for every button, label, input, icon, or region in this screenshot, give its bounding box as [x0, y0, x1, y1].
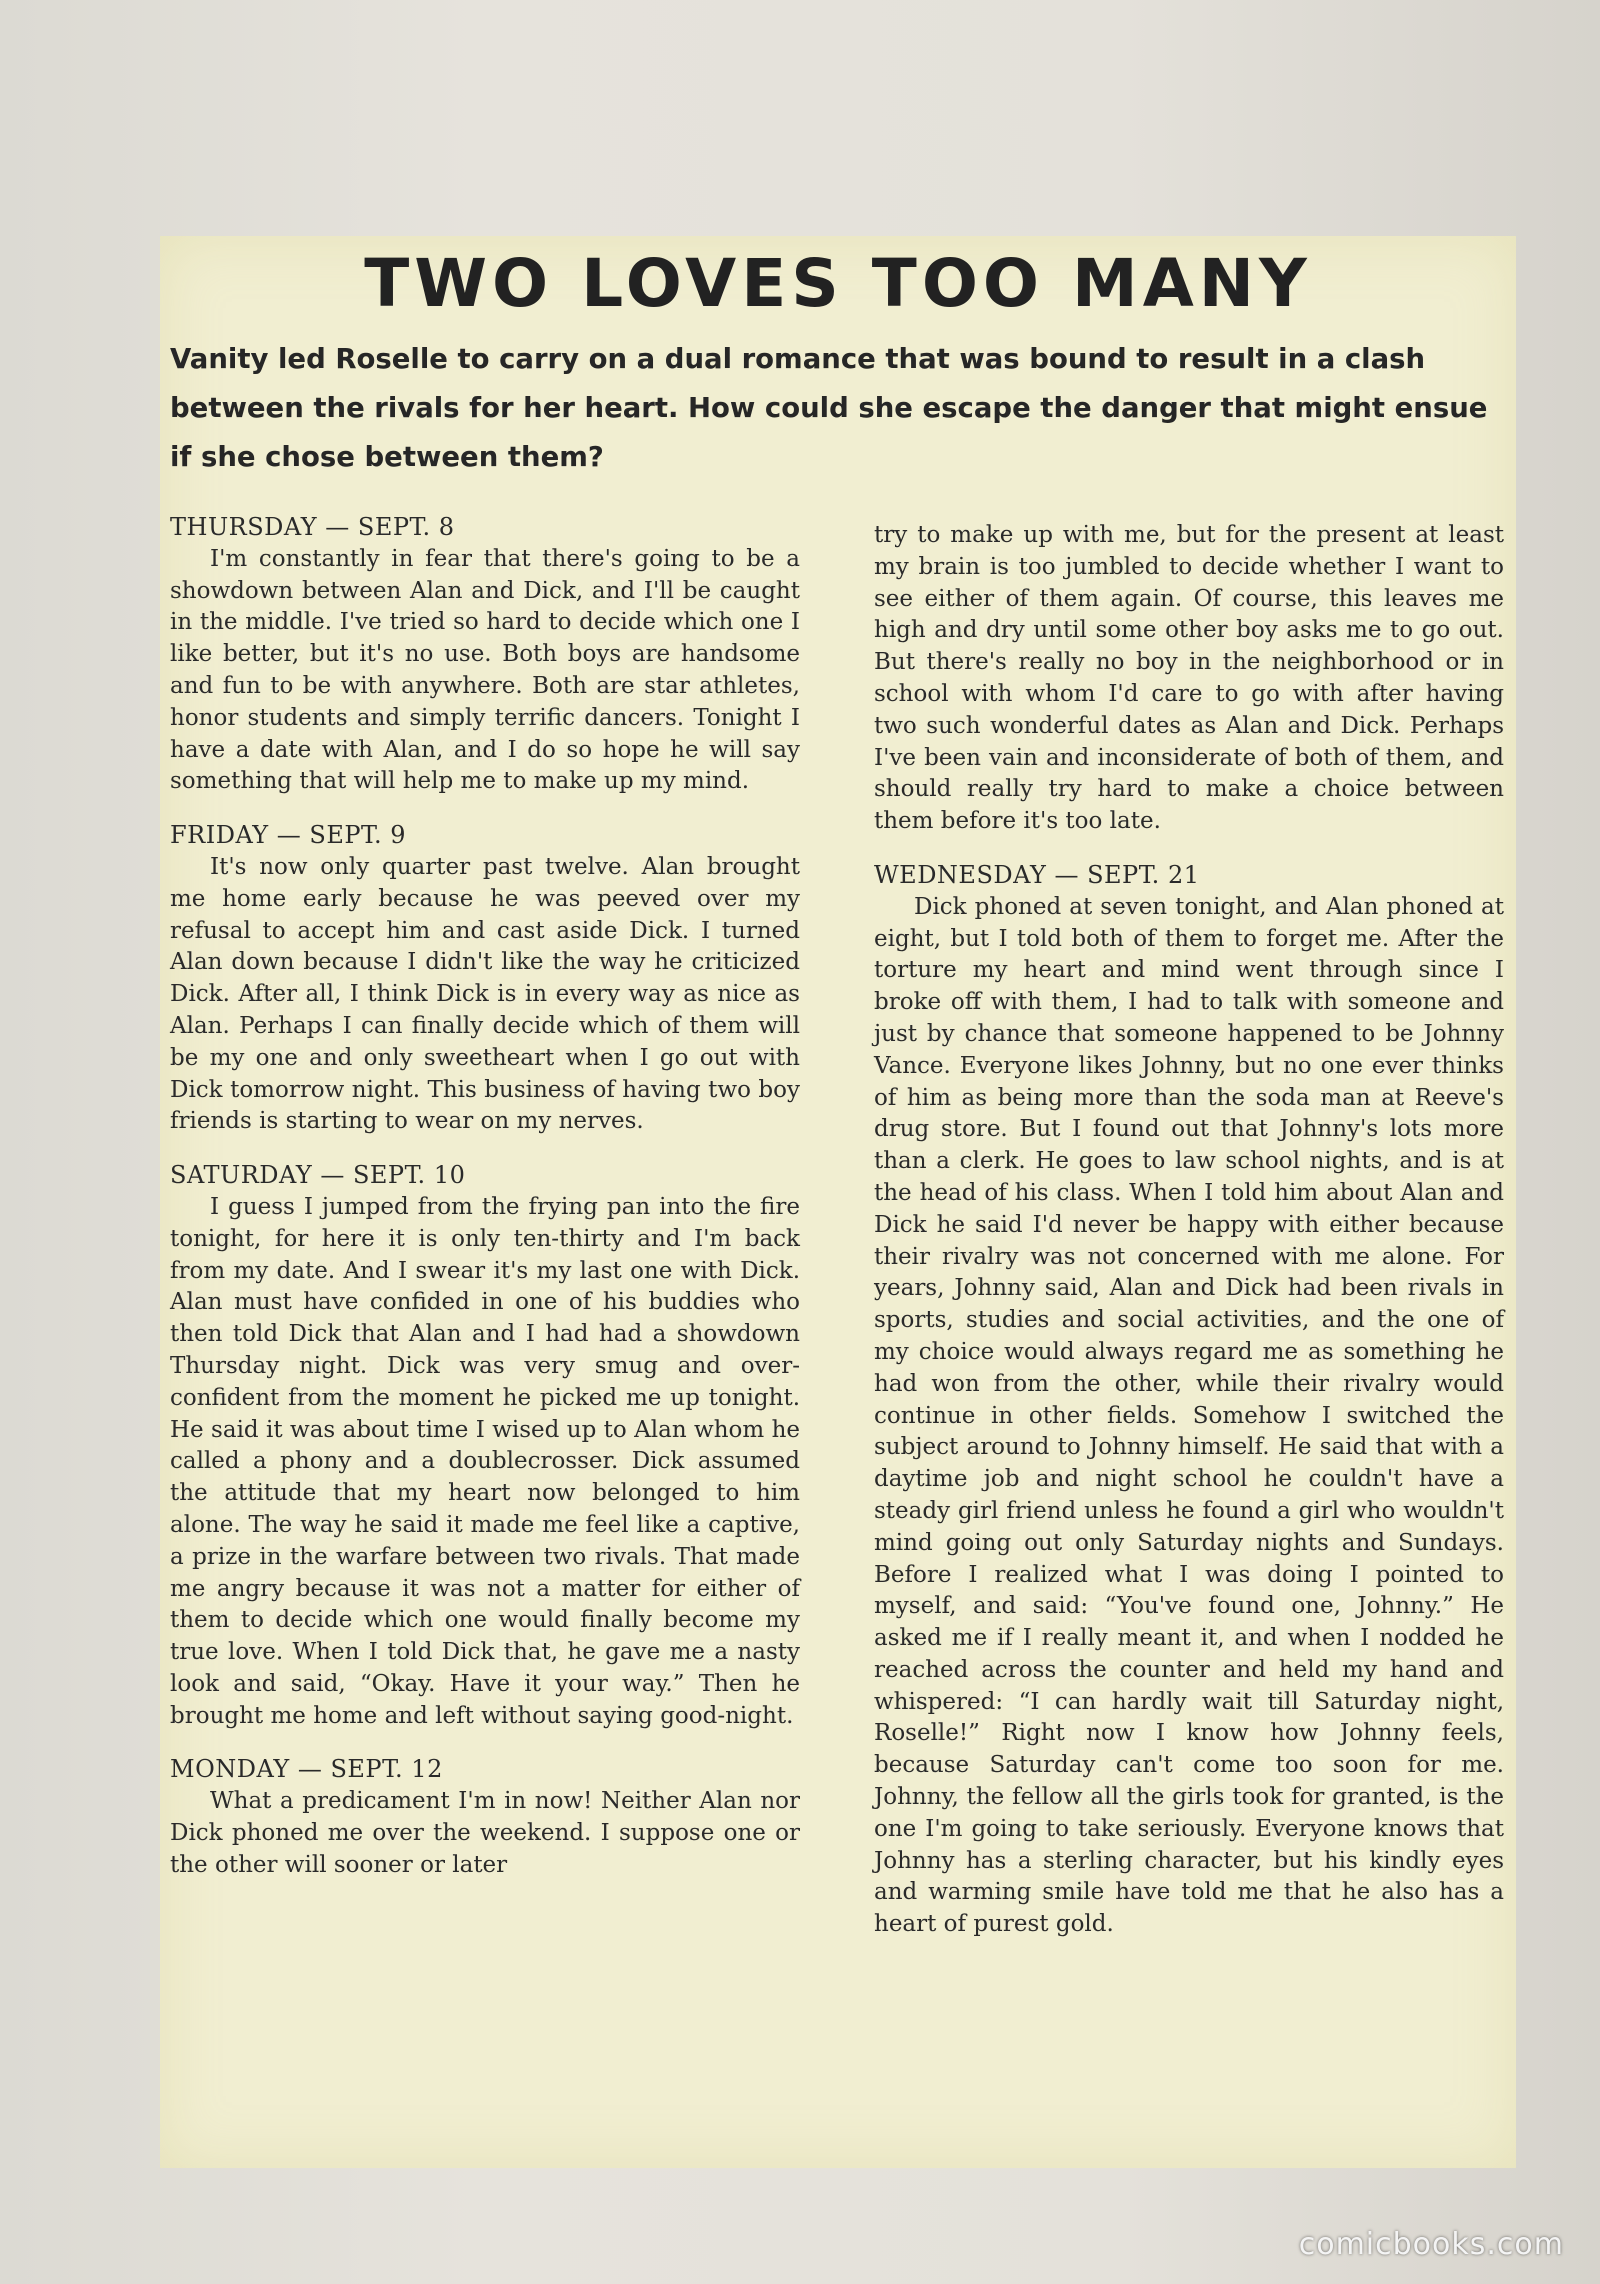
diary-entry	[170, 820, 800, 1138]
entry-date: THURSDAY — SEPT. 8	[170, 513, 455, 541]
entry-date: MONDAY — SEPT. 12	[170, 1755, 443, 1784]
diary-entry	[170, 1160, 800, 1732]
entry-date: SATURDAY — SEPT. 10	[170, 1161, 466, 1190]
watermark-text: comicbooks.com	[1298, 2227, 1564, 2262]
entry-text: What a predicament I'm in now! Neither Alan nor Dick phoned me over the weekend. I suppose one or the other will sooner or later	[170, 1788, 800, 1878]
entry-date: FRIDAY — SEPT. 9	[170, 821, 407, 850]
entry-date: WEDNESDAY — SEPT. 21	[874, 860, 1200, 889]
diary-entry	[170, 512, 800, 798]
diary-entry	[170, 1754, 800, 1881]
story-title: TWO LOVES TOO MANY	[364, 245, 1312, 322]
story-subtitle: Vanity led Roselle to carry on a dual romance that was bound to result in a clash between the rivals for her heart. How could she escape the danger that might ensue if she chose between them?	[170, 343, 1488, 473]
entry-text: I'm constantly in fear that there's going to be a showdown between Alan and Dick, and I'll be caught in the middle. I've tried so hard to decide which one I like better, but it's no use. Both boys are handsome and fun to be with anywhere. Both are star athletes, honor students and simply terrific dancers. Tonight I have a date with Alan, and I do so hope he will say something that will help me to make up my mind.	[170, 545, 800, 795]
left-column	[170, 512, 800, 2152]
entry-text: try to make up with me, but for the present at least my brain is too jumbled to decide whether I want to see either of them again. Of course, this leaves me high and dry until some other boy asks me to go out. But there's really no boy in the neighborhood or in school with whom I'd care to go with after having two such wonderful dates as Alan and Dick. Perhaps I've been vain and inconsiderate of both of them, and should really try hard to make a choice between them before it's too late.	[874, 522, 1504, 835]
diary-entry	[874, 860, 1504, 1941]
entry-text: I guess I jumped from the frying pan into the fire tonight, for here it is only ten-thirty and I'm back from my date. And I swear it's my last one with Dick. Alan must have confided in one of his buddies who then told Dick that Alan and I had had a showdown Thursday night. Dick was very smug and over-confident from the moment he picked me up tonight. He said it was about time I wised up to Alan whom he called a phony and a doublecrosser. Dick assumed the attitude that my heart now belonged to him alone. The way he said it made me feel like a captive, a prize in the warfare between two rivals. That made me angry because it was not a matter for either of them to decide which one would finally become my true love. When I told Dick that, he gave me a nasty look and said, “Okay. Have it your way.” Then he brought me home and left without saying good-night.	[170, 1193, 800, 1729]
diary-entry-continuation	[874, 520, 1504, 838]
entry-text: It's now only quarter past twelve. Alan brought me home early because he was peeved over my refusal to accept him and cast aside Dick. I turned Alan down because I didn't like the way he criticized Dick. After all, I think Dick is in every way as nice as Alan. Perhaps I can finally decide which of them will be my one and only sweetheart when I go out with Dick tomorrow night. This business of having two boy friends is starting to wear on my nerves.	[170, 853, 800, 1135]
right-column	[874, 520, 1504, 2160]
entry-text: Dick phoned at seven tonight, and Alan phoned at eight, but I told both of them to forget me. After the torture my heart and mind went through since I broke off with them, I had to talk with someone and just by chance that someone happened to be Johnny Vance. Everyone likes Johnny, but no one ever thinks of him as being more than the soda man at Reeve's drug store. But I found out that Johnny's lots more than a clerk. He goes to law school nights, and is at the head of his class. When I told him about Alan and Dick he said I'd never be happy with either because their rivalry was not concerned with me alone. For years, Johnny said, Alan and Dick had been rivals in sports, studies and social activities, and the one of my choice would always regard me as something he had won from the other, while their rivalry would continue in other fields. Somehow I switched the subject around to Johnny himself. He said that with a daytime job and night school he couldn't have a steady girl friend unless he found a girl who wouldn't mind going out only Saturday nights and Sundays. Before I realized what I was doing I pointed to myself, and said: “You've found one, Johnny.” He asked me if I really meant it, and when I nodded he reached across the counter and held my hand and whispered: “I can hardly wait till Saturday night, Roselle!” Right now I know how Johnny feels, because Saturday can't come too soon for me. Johnny, the fellow all the girls took for granted, is the one I'm going to take seriously. Everyone knows that Johnny has a sterling character, but his kindly eyes and warming smile have told me that he also has a heart of purest gold.	[874, 893, 1504, 1938]
